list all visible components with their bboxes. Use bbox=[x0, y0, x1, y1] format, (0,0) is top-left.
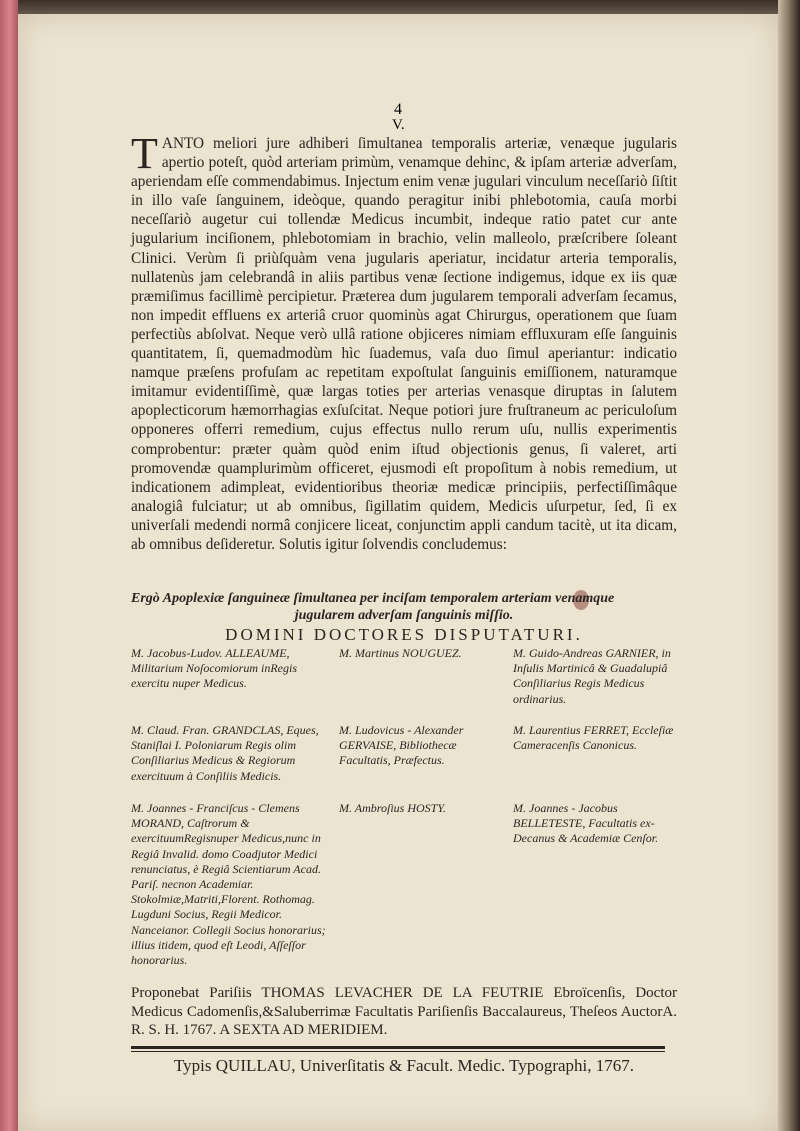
doctor-entry: M. Ludovicus - Alexander GERVAISE, Bibliothecæ Facultatis, Præfectus. bbox=[339, 723, 464, 768]
doctors-row bbox=[131, 723, 677, 801]
body-paragraph bbox=[131, 129, 677, 554]
doctor-entry: M. Claud. Fran. GRANDCLAS, Eques, Staniſlai I. Poloniarum Regis olim Conſiliarius Medicus & Regiorum exercituum à Conſiliis Medicis. bbox=[131, 723, 319, 783]
divider-rule bbox=[131, 1046, 665, 1049]
doctor-entry: M. Laurentius FERRET, Eccleſiæ Cameracenſis Canonicus. bbox=[513, 723, 674, 753]
doctors-list bbox=[131, 646, 677, 968]
doctors-row bbox=[131, 646, 677, 723]
doctor-entry: M. Joannes - Jacobus BELLETESTE, Facultatis ex-Decanus & Academiæ Cenſor. bbox=[513, 801, 659, 846]
section-number: V. bbox=[392, 117, 405, 133]
book-edge-right bbox=[778, 0, 800, 1131]
doctor-entry: M. Joannes - Franciſcus - Clemens MORAND, Caſtrorum & exercituumRegisnuper Medicus,nunc in Regiâ Invalid. domo Coadjutor Medici renunciatus, è Regiâ Scientiarum Acad. Pariſ. necnon Academiar. Stokolmiæ,Matriti,Florent. Rothomag. Lugduni Socius, Regii Medicor. Nanceianor. Collegii Socius honorarius; illius itidem, quod eſt Leodi, Aſſeſſor honorarius. bbox=[131, 801, 326, 968]
proponent-note: Proponebat Pariſiis THOMAS LEVACHER DE LA FEUTRIE Ebroïcenſis, Doctor Medicus Cadomenſis,&Saluberrimæ Facultatis Pariſienſis Baccalaureus, Theſeos AuctorA. R. S. H. 1767. A SEXTA AD MERIDIEM. bbox=[131, 985, 677, 1038]
conclusion-line-2: jugularem adverſam ſanguinis miſſio. bbox=[294, 608, 514, 623]
doctors-row bbox=[131, 801, 677, 968]
doctors-heading: DOMINI DOCTORES DISPUTATURI. bbox=[225, 625, 583, 644]
body-text: ANTO meliori jure adhiberi ſimultanea temporalis arteriæ, venæque jugularis apertio poteſt, quòd arteriam primùm, venamque dehinc, & ipſam arteriæ adverſam, aperiendam eſſe commendabimus. Injectum enim venæ jugulari vinculum neceſſariò ſiſtit in illo vaſe ſanguinem, ideòque, quando peragitur inibi phlebotomia, cauſa morbi neceſſariò augetur cui tollendæ Medicus incumbit, indeque ratio patet cur ante jugularium inciſionem, phlebotomiam in brachio, velin malleolo, præſcribere ſoleant Clinici. Verùm ſi priùſquàm vena jugularis aperiatur, incidatur arteria temporalis, nullatenùs jam celebrandâ in aliis partibus venæ ſectione indigemus, idque ex iis quæ præmiſimus facillimè percipietur. Præterea dum jugularem temporali adverſam ſecamus, non impedit effluens ex arteriâ cruor quominùs agat Chirurgus, operationem que ſuam perfectiùs abſolvat. Neque verò ullâ ratione objiceres nimiam effluxuram eſſe ſanguinis quantitatem, ſi, quemadmodùm hìc ſuademus, vaſa duo ſimul aperiantur: indicatio namque præſens profuſam ac repetitam expoſtulat ſanguinis emiſſionem, naturamque imitamur evidentiſſimè, quæ largas toties per arterias venasque diruptas in ſalutem apoplecticorum hæmorrhagias exſuſcitat. Neque potiori jure fruſtraneum ac periculoſum opponeres offerri remedium, cujus effectus nullo rerum uſu, nullis experimentis comprobentur: præter quàm quòd enim iſtud objectionis genus, ſi valeret, arti promovendæ quamplurimùm officeret, ejusmodi eſt propoſitum à nobis remedium, ut indicationem adimpleat, evidentioribus theoriæ medicæ principiis, perfectiſſimâque analogiâ fulciatur; ut ab omnibus, ſigillatim quidem, Medicis uſurpetur, ſed, ſi ex univerſali medendi normâ conjicere liceat, conjunctim appli candum tacitè, ut ita dicam, ab omnibus deſideretur. Solutis igitur ſolvendis concludemus: bbox=[131, 135, 677, 553]
divider-rule-thin bbox=[131, 1051, 665, 1052]
book-edge-left bbox=[0, 0, 18, 1131]
doctor-entry: M. Ambroſius HOSTY. bbox=[339, 801, 446, 815]
doctor-entry: M. Martinus NOUGUEZ. bbox=[339, 646, 462, 660]
doctor-entry: M. Guido-Andreas GARNIER, in Inſulis Martinicâ & Guadalupiâ Conſiliarius Regis Medicus ordinarius. bbox=[513, 646, 671, 706]
printer-imprint: Typis QUILLAU, Univerſitatis & Facult. Medic. Typographi, 1767. bbox=[173, 1056, 635, 1075]
doctor-entry: M. Jacobus-Ludov. ALLEAUME, Militarium Noſocomiorum inRegis exercitu nuper Medicus. bbox=[131, 646, 297, 691]
page-number: 4 bbox=[394, 101, 402, 118]
conclusion-line-1: Ergò Apoplexiæ ſanguineæ ſimultanea per inciſam temporalem arteriam venamque bbox=[131, 591, 615, 606]
drop-cap: T bbox=[131, 129, 158, 178]
conclusion bbox=[131, 590, 677, 624]
